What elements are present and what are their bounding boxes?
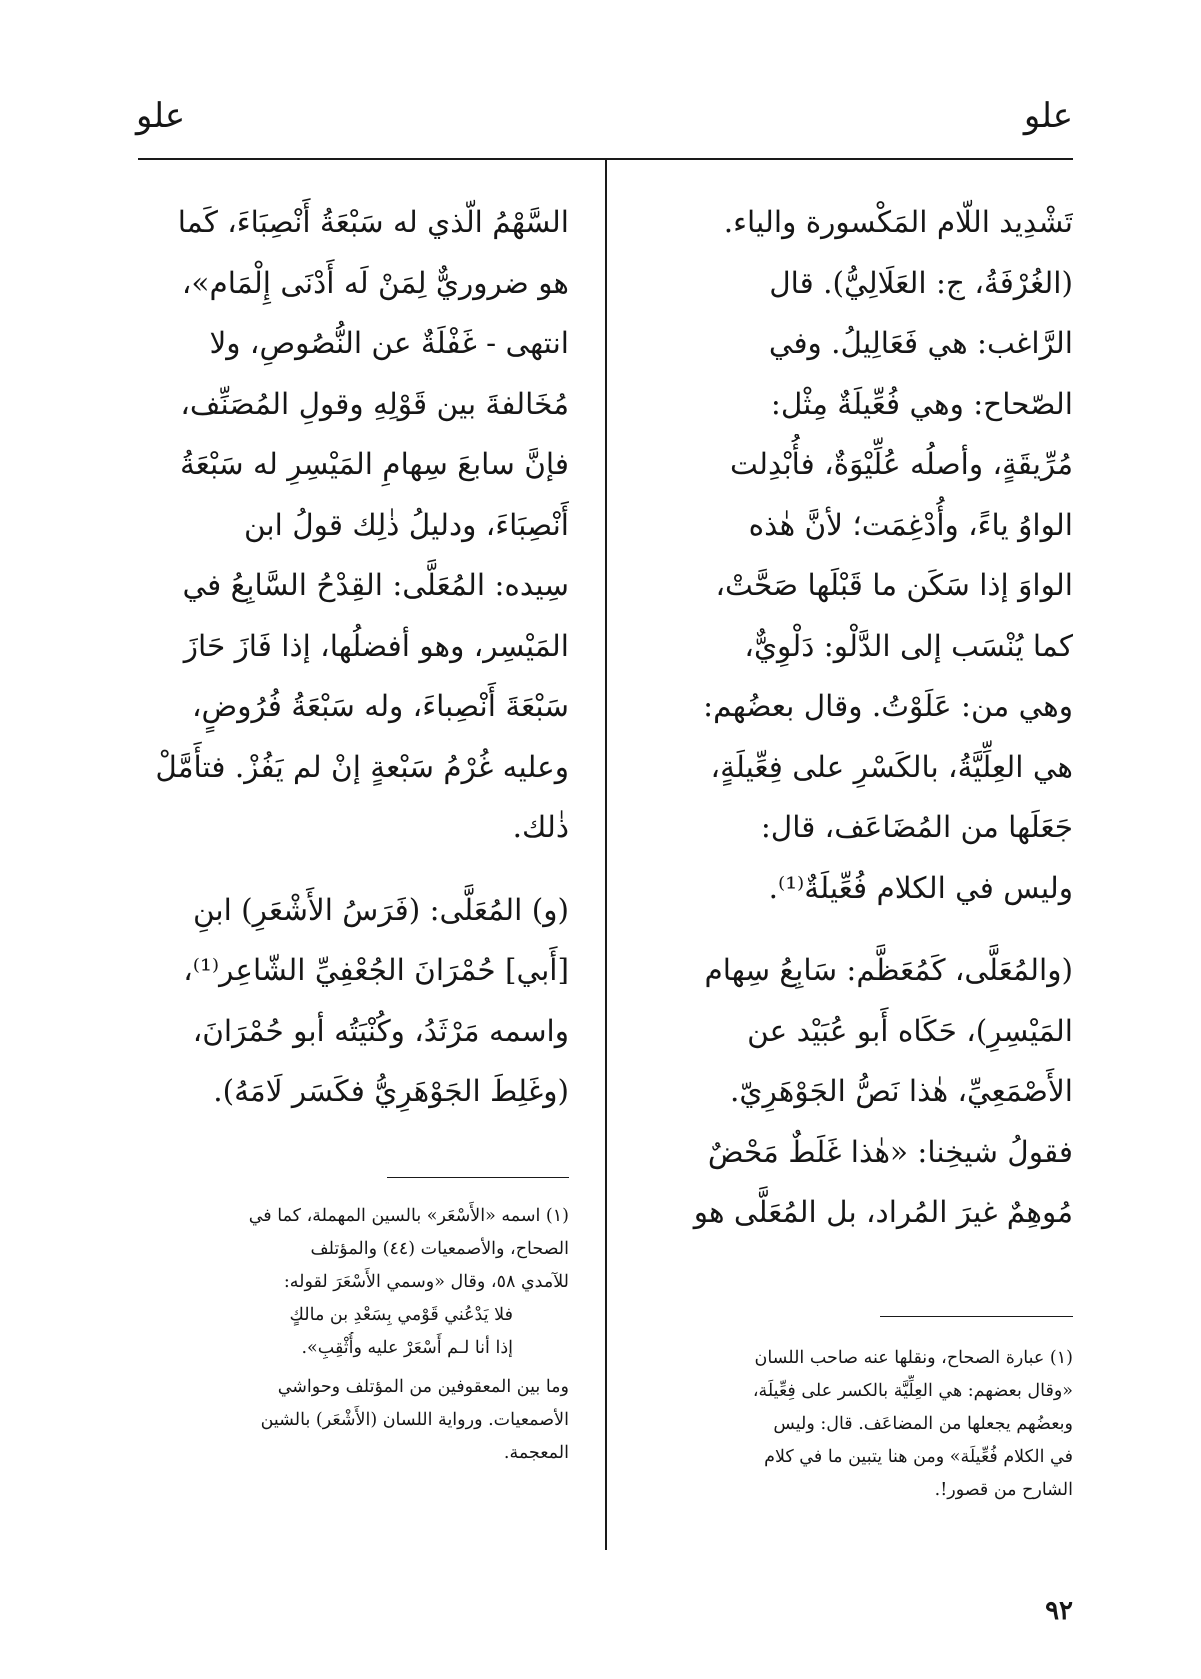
page-number: ٩٢ [1045,1596,1073,1626]
text-line: أَنْصِبَاءَ، ودليلُ ذٰلِك قولُ ابن [243,507,569,542]
text-line: واسمه مَرْثَدُ، وكُنْيَتُه أبو حُمْرَانَ، [192,1013,569,1048]
text-line: ذٰلك. [512,810,569,844]
footnote-line: الصحاح، والأصمعيات (٤٤) والمؤتلف [310,1239,569,1259]
text-line: (الغُرْفَةُ، ج: العَلَالِيُّ). قال [769,265,1073,300]
paragraph-gap [645,918,1073,940]
footnote-line: وبعضُهم يجعلها من المضاعَف. قال: وليس [773,1414,1073,1434]
footnote-rule-right [880,1316,1073,1317]
text-line: [أَبي] حُمْرَانَ الجُعْفِيِّ الشّاعِر⁽¹⁾، [183,953,569,987]
left-column-text [137,192,569,1122]
text-line: مُخَالفةَ بين قَوْلِهِ وقولِ المُصَنِّف، [180,386,569,421]
paragraph-gap [137,858,569,880]
text-line: سِيده: المُعَلَّى: القِدْحُ السَّابِعُ في [182,568,569,602]
footnote-line: المعجمة. [503,1443,569,1463]
text-line: كما يُنْسَب إلى الدَّلْو: دَلْوِيٌّ، [744,628,1073,663]
text-line: المَيْسِرِ)، حَكَاه أَبو عُبَيْد عن [747,1013,1073,1048]
text-line: هو ضروريٌّ لِمَنْ لَه أَدْنَى إِلْمَام»، [181,265,569,300]
text-line: جَعَلَها من المُضَاعَف، قال: [760,810,1073,844]
text-line: (و) المُعَلَّى: (فَرَسُ الأَشْعَرِ) ابنِ [192,892,569,927]
text-line: الأَصْمَعِيِّ، هٰذا نَصُّ الجَوْهَرِيّ. [730,1074,1073,1108]
footnote-line: في الكلام فُعِّيلَة» ومن هنا يتبين ما في كلام [764,1447,1073,1467]
text-line: مُوهِمٌ غيرَ المُراد، بل المُعَلَّى هو [693,1195,1073,1229]
text-line: فقولُ شيخِنا: «هٰذا غَلَطٌ مَحْضٌ [707,1134,1073,1169]
text-line: (والمُعَلَّى، كَمُعَظَّم: سَابِعُ سِهام [704,953,1073,987]
footnote-verse-line: إذا أنا لـم أَسْعَرْ عليه وأُثْقِبِ». [301,1338,513,1358]
text-line: الرَّاغب: هي فَعَالِيلُ. وفي [768,326,1073,360]
footnote-line: للآمدي ٥٨، وقال «وسمي الأَسْعَرَ لقوله: [283,1272,569,1292]
footnote-line: الشارح من قصور!. [934,1480,1073,1500]
text-line: انتهى - غَفْلَةٌ عن النُّصُوصِ، ولا [209,326,569,360]
header-right-root-word: علو [1023,96,1073,136]
header-left-root-word: علو [136,96,186,136]
text-line: مُرِّيقَةٍ، وأصلُه عُلِّيْوَةٌ، فأُبْدِلت [730,447,1073,481]
footnote-verse-line: فلا يَدْعُني قَوْمي بِسَعْدِ بن مالكٍ [289,1305,513,1325]
text-line: هي العِلِّيَّةُ، بالكَسْرِ على فِعِّيلَةٍ، [710,749,1073,784]
text-line: المَيْسِر، وهو أفضلُها، إذا فَازَ حَازَ [183,628,569,663]
footnote-line: (١) عبارة الصحاح، ونقلها عنه صاحب اللسان [754,1348,1073,1368]
text-line: تَشْدِيد اللّام المَكْسورة والياء. [723,205,1073,239]
text-line: الواوَ إذا سَكَن ما قَبْلَها صَحَّتْ، [715,568,1073,602]
text-line: الصّحاح: وهي فُعِّيلَةٌ مِثْل: [770,386,1073,421]
text-line: وهي من: عَلَوْتُ. وقال بعضُهم: [703,689,1073,723]
footnote-right [645,1342,1073,1507]
footnote-rule-left [387,1177,569,1178]
footnote-line: «وقال بعضهم: هي العِلِّيَّة بالكسر على فِعِّيلَة، [752,1381,1073,1401]
text-line: وعليه غُرْمُ سَبْعةٍ إنْ لم يَفُزْ. فتأَمَّلْ [155,749,569,784]
text-line: فإنَّ سابعَ سِهامِ المَيْسِرِ له سَبْعَةُ [179,447,569,481]
footnote-line: (١) اسمه «الأَسْعَر» بالسين المهملة، كما في [248,1206,569,1226]
right-column-text [645,192,1073,1243]
footnote-left [137,1200,569,1470]
text-line: وليس في الكلام فُعِّيلَةٌ⁽¹⁾. [768,870,1073,905]
column-divider [605,160,607,1550]
text-line: السَّهْمُ الّذي له سَبْعَةُ أَنْصِبَاءَ، كَما [177,205,569,239]
footnote-line: الأصمعيات. ورواية اللسان (الأَشْعَر) بالشين [260,1410,569,1430]
footnote-line: وما بين المعقوفين من المؤتلف وحواشي [277,1377,569,1397]
text-line: (وغَلِطَ الجَوْهَرِيُّ فكَسَر لَامَهُ). [213,1074,569,1108]
text-line: الواوُ ياءً، وأُدْغِمَت؛ لأنَّ هٰذه [748,507,1073,542]
text-line: سَبْعَةَ أَنْصِباءَ، وله سَبْعَةُ فُرُوضٍ، [192,689,569,723]
